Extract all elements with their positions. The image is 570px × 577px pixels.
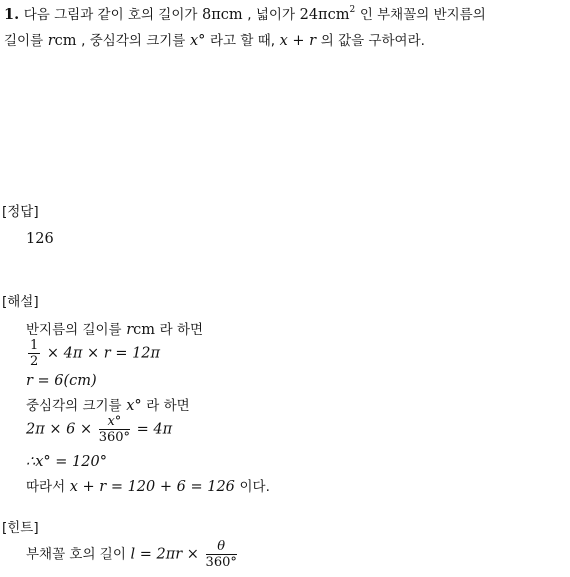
solution-text: 라 하면 bbox=[159, 322, 204, 338]
final-equation: x + r = 120 + 6 = 126 bbox=[69, 479, 235, 495]
equation-right: = 4π bbox=[136, 421, 173, 438]
equation: × 4π × r = 12π bbox=[46, 345, 161, 362]
hint-formula: l = 2πr × bbox=[130, 546, 199, 563]
solution-line-4 bbox=[26, 399, 190, 414]
area-value: 24πcm bbox=[299, 7, 350, 23]
solution-label: [해설] bbox=[2, 294, 39, 310]
answer-label: [정답] bbox=[2, 204, 39, 220]
solution-line-7 bbox=[26, 480, 270, 495]
radius-var: r bbox=[126, 322, 134, 338]
solution-line-3: r = 6(cm) bbox=[26, 373, 97, 389]
fraction-denominator: 360° bbox=[98, 430, 131, 445]
fraction-theta bbox=[206, 540, 237, 569]
solution-text: 따라서 bbox=[26, 479, 66, 495]
problem-text: 길이를 bbox=[4, 33, 44, 49]
unit-cm: cm bbox=[54, 33, 77, 49]
solution-text: 반지름의 길이를 bbox=[26, 322, 122, 338]
problem-text: 다음 그림과 같이 호의 길이가 bbox=[23, 7, 198, 23]
angle-var: x° bbox=[189, 33, 206, 49]
fraction-angle bbox=[99, 415, 130, 444]
area-exponent: 2 bbox=[349, 5, 356, 15]
radius-var: r bbox=[47, 33, 55, 49]
arc-length: 8πcm bbox=[202, 7, 243, 23]
solution-line-6: ∴x° = 120° bbox=[26, 454, 107, 470]
solution-line-5 bbox=[26, 415, 172, 444]
problem-number: 1. bbox=[4, 6, 20, 23]
problem-text: 인 부채꼴의 반지름의 bbox=[359, 7, 486, 23]
fraction-denominator: 360° bbox=[205, 555, 237, 570]
solution-line-2 bbox=[26, 339, 160, 368]
fraction-denominator: 2 bbox=[30, 354, 39, 369]
solution-text: 이다. bbox=[239, 479, 270, 495]
unit-cm: cm bbox=[133, 322, 155, 338]
problem-text: 라고 할 때, bbox=[209, 33, 276, 49]
fraction-half bbox=[28, 339, 40, 368]
equation-left: 2π × 6 × bbox=[26, 421, 93, 438]
solution-text: 라 하면 bbox=[146, 398, 190, 414]
angle-var: x° bbox=[126, 398, 142, 414]
fraction-numerator: θ bbox=[206, 540, 237, 555]
target-expression: x + r bbox=[279, 33, 317, 49]
hint-label: [힌트] bbox=[2, 520, 39, 536]
problem-line-2 bbox=[4, 34, 425, 49]
hint-line bbox=[26, 540, 239, 569]
solution-line-1 bbox=[26, 323, 203, 338]
fraction-numerator: 1 bbox=[30, 338, 39, 353]
problem-text: 의 값을 구하여라. bbox=[320, 33, 425, 49]
solution-text: 중심각의 크기를 bbox=[26, 398, 122, 414]
problem-text: , 중심각의 크기를 bbox=[81, 33, 186, 49]
problem-text: , 넓이가 bbox=[247, 7, 295, 23]
hint-text: 부채꼴 호의 길이 bbox=[26, 546, 126, 563]
problem-line-1 bbox=[4, 6, 486, 23]
fraction-numerator: x° bbox=[99, 415, 130, 430]
answer-value: 126 bbox=[26, 231, 54, 247]
